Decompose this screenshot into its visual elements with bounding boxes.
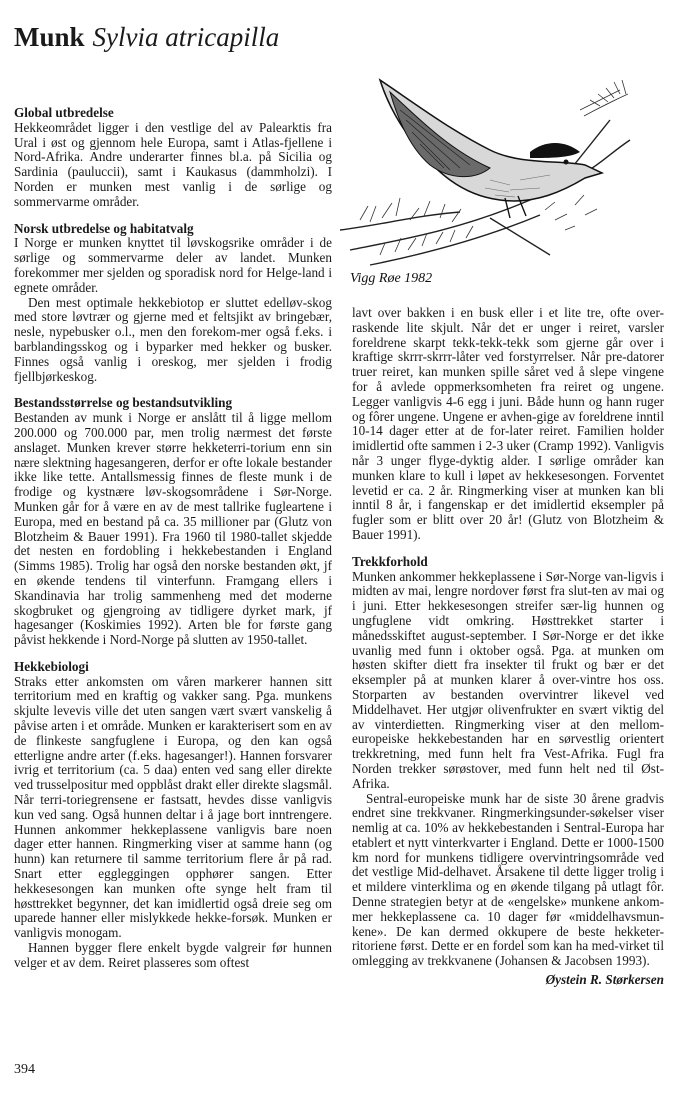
heading-population: Bestandsstørrelse og bestandsutvikling [14,395,233,411]
bird-drawing [340,40,640,290]
para-norwegian-distribution-1: I Norge er munken knyttet til løvskogsrike områder i de sørlige og sommervarme deler av landet. Munken forekommer mer sjelden og sporadisk nord for Helge-land i egnete områder. [14,235,332,295]
para-population: Bestanden av munk i Norge er anslått til å ligge mellom 200.000 og 700.000 par, men trolig nærmest det første anslaget. Munken krever større hekketerri-torium enn sin nære slektning hagesangeren, derfor er ofte lokale bestander ikke like tette. Antallsmessig finnes de fleste munk i de frodige og kystnære løv-skogsområdene i Sør-Norge. Munken går for å være en av de mest tallrike fugleartene i Europa, med en bestand på ca. 35 millioner par (Glutz von Blotzheim & Bauer 1991). Fra 1960 til 1980-tallet skjedde det nesten en fordobling i hekkebestanden i England (Simms 1985). Trolig har også den norske bestanden økt, jf en økende tendens til vinterfunn. Framgang ellers i Skandinavia har trolig sammenheng med det moderne skogbruket og gjengroing av tidligere dyrket mark, jf hagesanger (Koskimies 1992). Arten ble for første gang påvist hekkende i Nord-Norge på slutten av 1950-tallet. [14,410,332,648]
para-norwegian-distribution-2: Den mest optimale hekkebiotop er sluttet edelløv-skog med store løvtrær og gjerne med et feltsjikt av bringebær, nesle, nypebusker o.l., men den forekom-mer også f.eks. i barblandingsskog og i byparker med hekker og busker. Finnes også vanlig i oreskog, mer sjelden i frodig fjellbjørkeskog. [14,294,332,384]
para-migration-2: Sentral-europeiske munk har de siste 30 årene gradvis endret sine trekkvaner. Ringmerkingsunder-søkelser viser nemlig at ca. 10% av hekkebestanden i Sentral-Europa har etablert et nytt vinterkvarter i England. Dette er 1000-1500 km nord for munkens tidligere overvintringsområde ved det vestlige Mid-delhavet. Årsakene til dette ligger trolig i et mildere vinterklima og en økende tilgang på utlagt fôr. Denne strategien betyr at de «engelske» munkene ankom-mer hekkeplassene ca. 10 dager før «middelhavsmun-kene». De kan dermed okkupere de beste hekketer-ritoriene først. Dette er en fordel som kan ha med-virket til omlegging av trekkvanene (Johansen & Jacobsen 1993). [352,790,664,969]
heading-migration: Trekkforhold [352,553,428,569]
heading-global-distribution: Global utbredelse [14,105,114,120]
page-number: 394 [14,1062,35,1077]
heading-breeding-biology: Hekkebiologi [14,658,89,674]
para-breeding-biology-2: Hannen bygger flere enkelt bygde valgreir før hunnen velger et av dem. Reiret plasseres som oftest [14,940,332,970]
heading-norwegian-distribution: Norsk utbredelse og habitatvalg [14,220,194,236]
left-column [14,106,332,971]
blackcap-illustration [340,40,640,290]
svg-text:Vigg Røe 1982: Vigg Røe 1982 [350,271,433,286]
para-global-distribution: Hekkeområdet ligger i den vestlige del av Palearktis fra Ural i øst og gjennom hele Europa, samt i Atlas-fjellene i Nord-Afrika. Andre underarter finnes bl.a. på Sicilia og Sardinia (pauluccii), samt i Kaukasus (dammholzi). I Norden er munken mest vanlig i de sørlige og sommervarme områder. [14,119,332,209]
common-name: Munk [14,22,85,52]
right-column [352,306,664,1001]
para-migration-1: Munken ankommer hekkeplassene i Sør-Norge van-ligvis i midten av mai, lengre nordover først fra slut-ten av mai og i juni. Etter hekkesesongen streifer sær-lig hunnen og ungfuglene vidt omkring. Høsttrekket starter i månedsskiftet august-september. I Sør-Norge er det ikke uvanlig med funn i oktober også. Pga. at munken om høsten skifter diett fra insekter til frukt og bær er det eksempler på at munken klarer å over-vintre hos oss. Storparten av bestanden overvintrer likevel ved Middelhavet. Her utgjør olivenfrukter en svært viktig del av vinterdietten. Ringmerking viser at den mellom-europeiske hekkebestanden har en sørvestlig orientert trekkretning, med funn helt fra Vest-Afrika. Fugl fra Norden trekker sørøstover, med funn helt ned til Øst-Afrika. [352,568,664,791]
author-name: Øystein R. Størkersen [545,972,664,988]
para-breeding-biology-3: lavt over bakken i en busk eller i et lite tre, ofte over-raskende lite skjult. Når det er unger i reiret, varsler foreldrene skarpt tekk-tekk-tekk som gjerne går over i kraftige skrrr-skrrr-låter ved forstyrrelser. Når pre-datorer truer reiret, kan munken spille såret ved å slepe vingene for å avlede oppmerksomheten fra reiret og ungene. Legger vanligvis 4-6 egg i juni. Både hunn og hann ruger og fôrer ungene. Ungene er avhen-gige av foreldrene inntil 10-14 dager etter at de for-later reiret. Familien holder imidlertid ofte sammen i 2-3 uker (Cramp 1992). Vanligvis når 3 unger flyge-dyktig alder. I sørlige områder kan munken klare to kull i løpet av hekkesesongen. Forventet levetid er ca. 2 år. Ringmerking viser at munken kan bli inntil 8 år, i fangenskap er det imidlertid eksempler på fugler som er blitt over 20 år! (Glutz von Blotzheim & Bauer 1991). [352,305,664,542]
latin-name: Sylvia atricapilla [92,22,280,52]
species-title [14,22,279,52]
para-breeding-biology-1: Straks etter ankomsten om våren markerer hannen sitt territorium med en kraftig og vakker sang. Pga. munkens skjulte levevis ville det uten sangen vært svært vanskelig å påvise arten i et område. Munken er karakterisert som en av de flinkeste sangfuglene i Europa, og den kan også etterligne andre arter (f.eks. hagesanger!). Hannen forsvarer ivrig et territorium (ca. 5 daa) enten ved sang eller direkte ved trusselpositur med oppblåst drakt eller direkte slagsmål. Når terri-toriegrensene er fastsatt, hevdes disse vanligvis kun ved sang. Også hunnen deltar i å jage bort inntrengere. Hunnen ankommer hekkeplassene vanligvis bare noen dager etter hannen. Ringmerking viser at samme hann (og hunn) kan returnere til samme territorium flere år på rad. Snart etter eggleggingen opphører sangen. Etter hekkesesongen kan munken ofte synge helt fram til høsttrekket begynner, det kan imidlertid også dreie seg om uparede hanner eller mislykkede hekke-forsøk. Munken er vanligvis monogam. [14,673,332,941]
